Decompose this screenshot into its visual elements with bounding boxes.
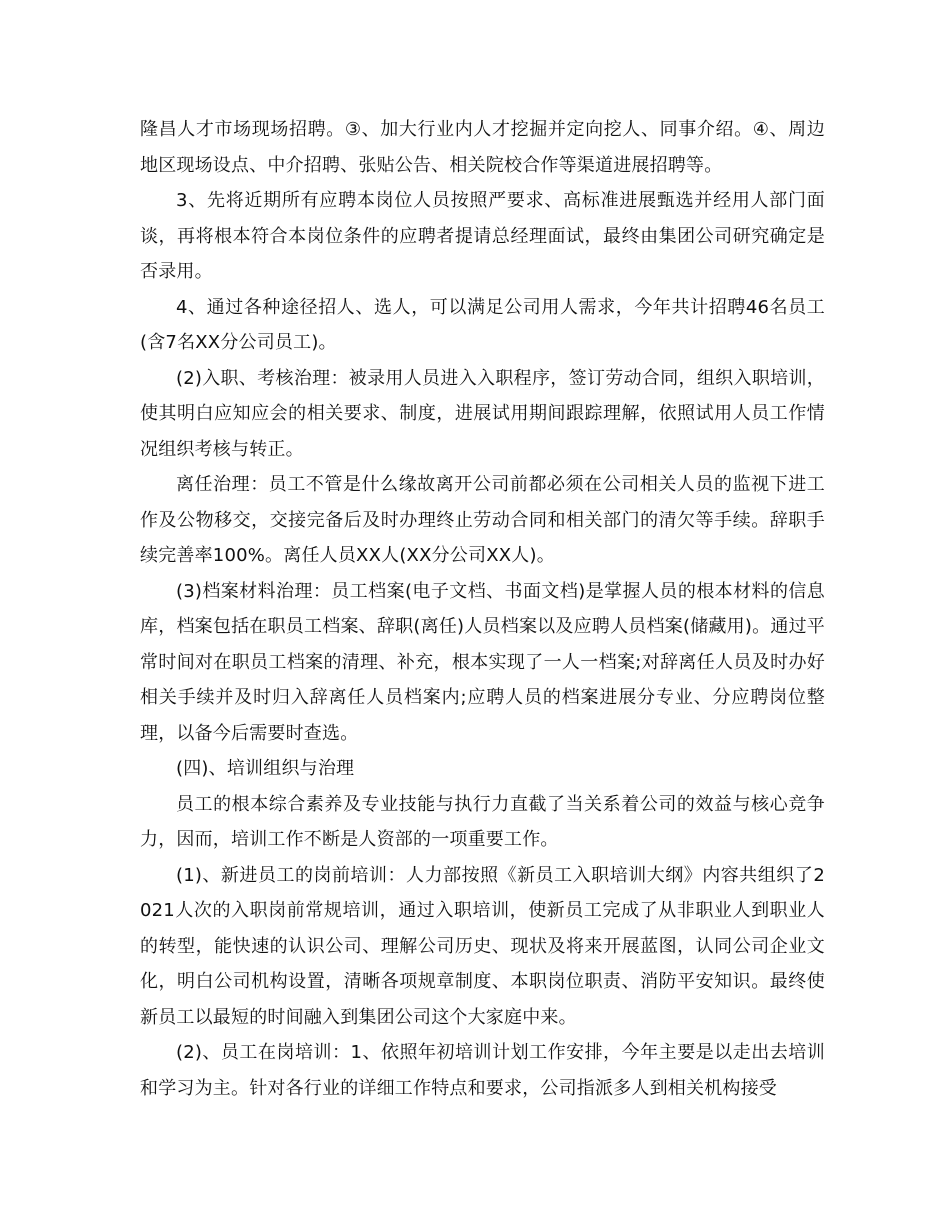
document-body	[140, 112, 825, 1106]
paragraph: 隆昌人才市场现场招聘。③、加大行业内人才挖掘并定向挖人、同事介绍。④、周边地区现场设点、中介招聘、张贴公告、相关院校合作等渠道进展招聘等。	[140, 119, 825, 176]
paragraph: (3)档案材料治理：员工档案(电子文档、书面文档)是掌握人员的根本材料的信息库，档案包括在职员工档案、辞职(离任)人员档案以及应聘人员档案(储藏用)。通过平常时间对在职员工档案的清理、补充，根本实现了一人一档案;对辞离任人员及时办好相关手续并及时归入辞离任人员档案内;应聘人员的档案进展分专业、分应聘岗位整理，以备今后需要时查选。	[140, 580, 825, 744]
paragraph: (2)、员工在岗培训：1、依照年初培训计划工作安排，今年主要是以走出去培训和学习为主。针对各行业的详细工作特点和要求，公司指派多人到相关机构接受	[140, 1042, 825, 1099]
paragraph: 员工的根本综合素养及专业技能与执行力直截了当关系着公司的效益与核心竞争力，因而，培训工作不断是人资部的一项重要工作。	[140, 793, 825, 850]
paragraph: (2)入职、考核治理：被录用人员进入入职程序，签订劳动合同，组织入职培训，使其明白应知应会的相关要求、制度，进展试用期间跟踪理解，依照试用人员工作情况组织考核与转正。	[140, 367, 825, 460]
paragraph: 4、通过各种途径招人、选人，可以满足公司用人需求，今年共计招聘46名员工(含7名XX分公司员工)。	[140, 296, 825, 353]
paragraph: (1)、新进员工的岗前培训：人力部按照《新员工入职培训大纲》内容共组织了2021人次的入职岗前常规培训，通过入职培训，使新员工完成了从非职业人到职业人的转型，能快速的认识公司、理解公司历史、现状及将来开展蓝图，认同公司企业文化，明白公司机构设置，清晰各项规章制度、本职岗位职责、消防平安知识。最终使新员工以最短的时间融入到集团公司这个大家庭中来。	[140, 864, 825, 1028]
paragraph: 3、先将近期所有应聘本岗位人员按照严要求、高标准进展甄选并经用人部门面谈，再将根本符合本岗位条件的应聘者提请总经理面试，最终由集团公司研究确定是否录用。	[140, 190, 825, 282]
paragraph: 离任治理：员工不管是什么缘故离开公司前都必须在公司相关人员的监视下进工作及公物移交，交接完备后及时办理终止劳动合同和相关部门的清欠等手续。辞职手续完善率100%。离任人员XX人(XX分公司XX人)。	[140, 474, 825, 566]
section-heading: (四)、培训组织与治理	[176, 758, 355, 779]
